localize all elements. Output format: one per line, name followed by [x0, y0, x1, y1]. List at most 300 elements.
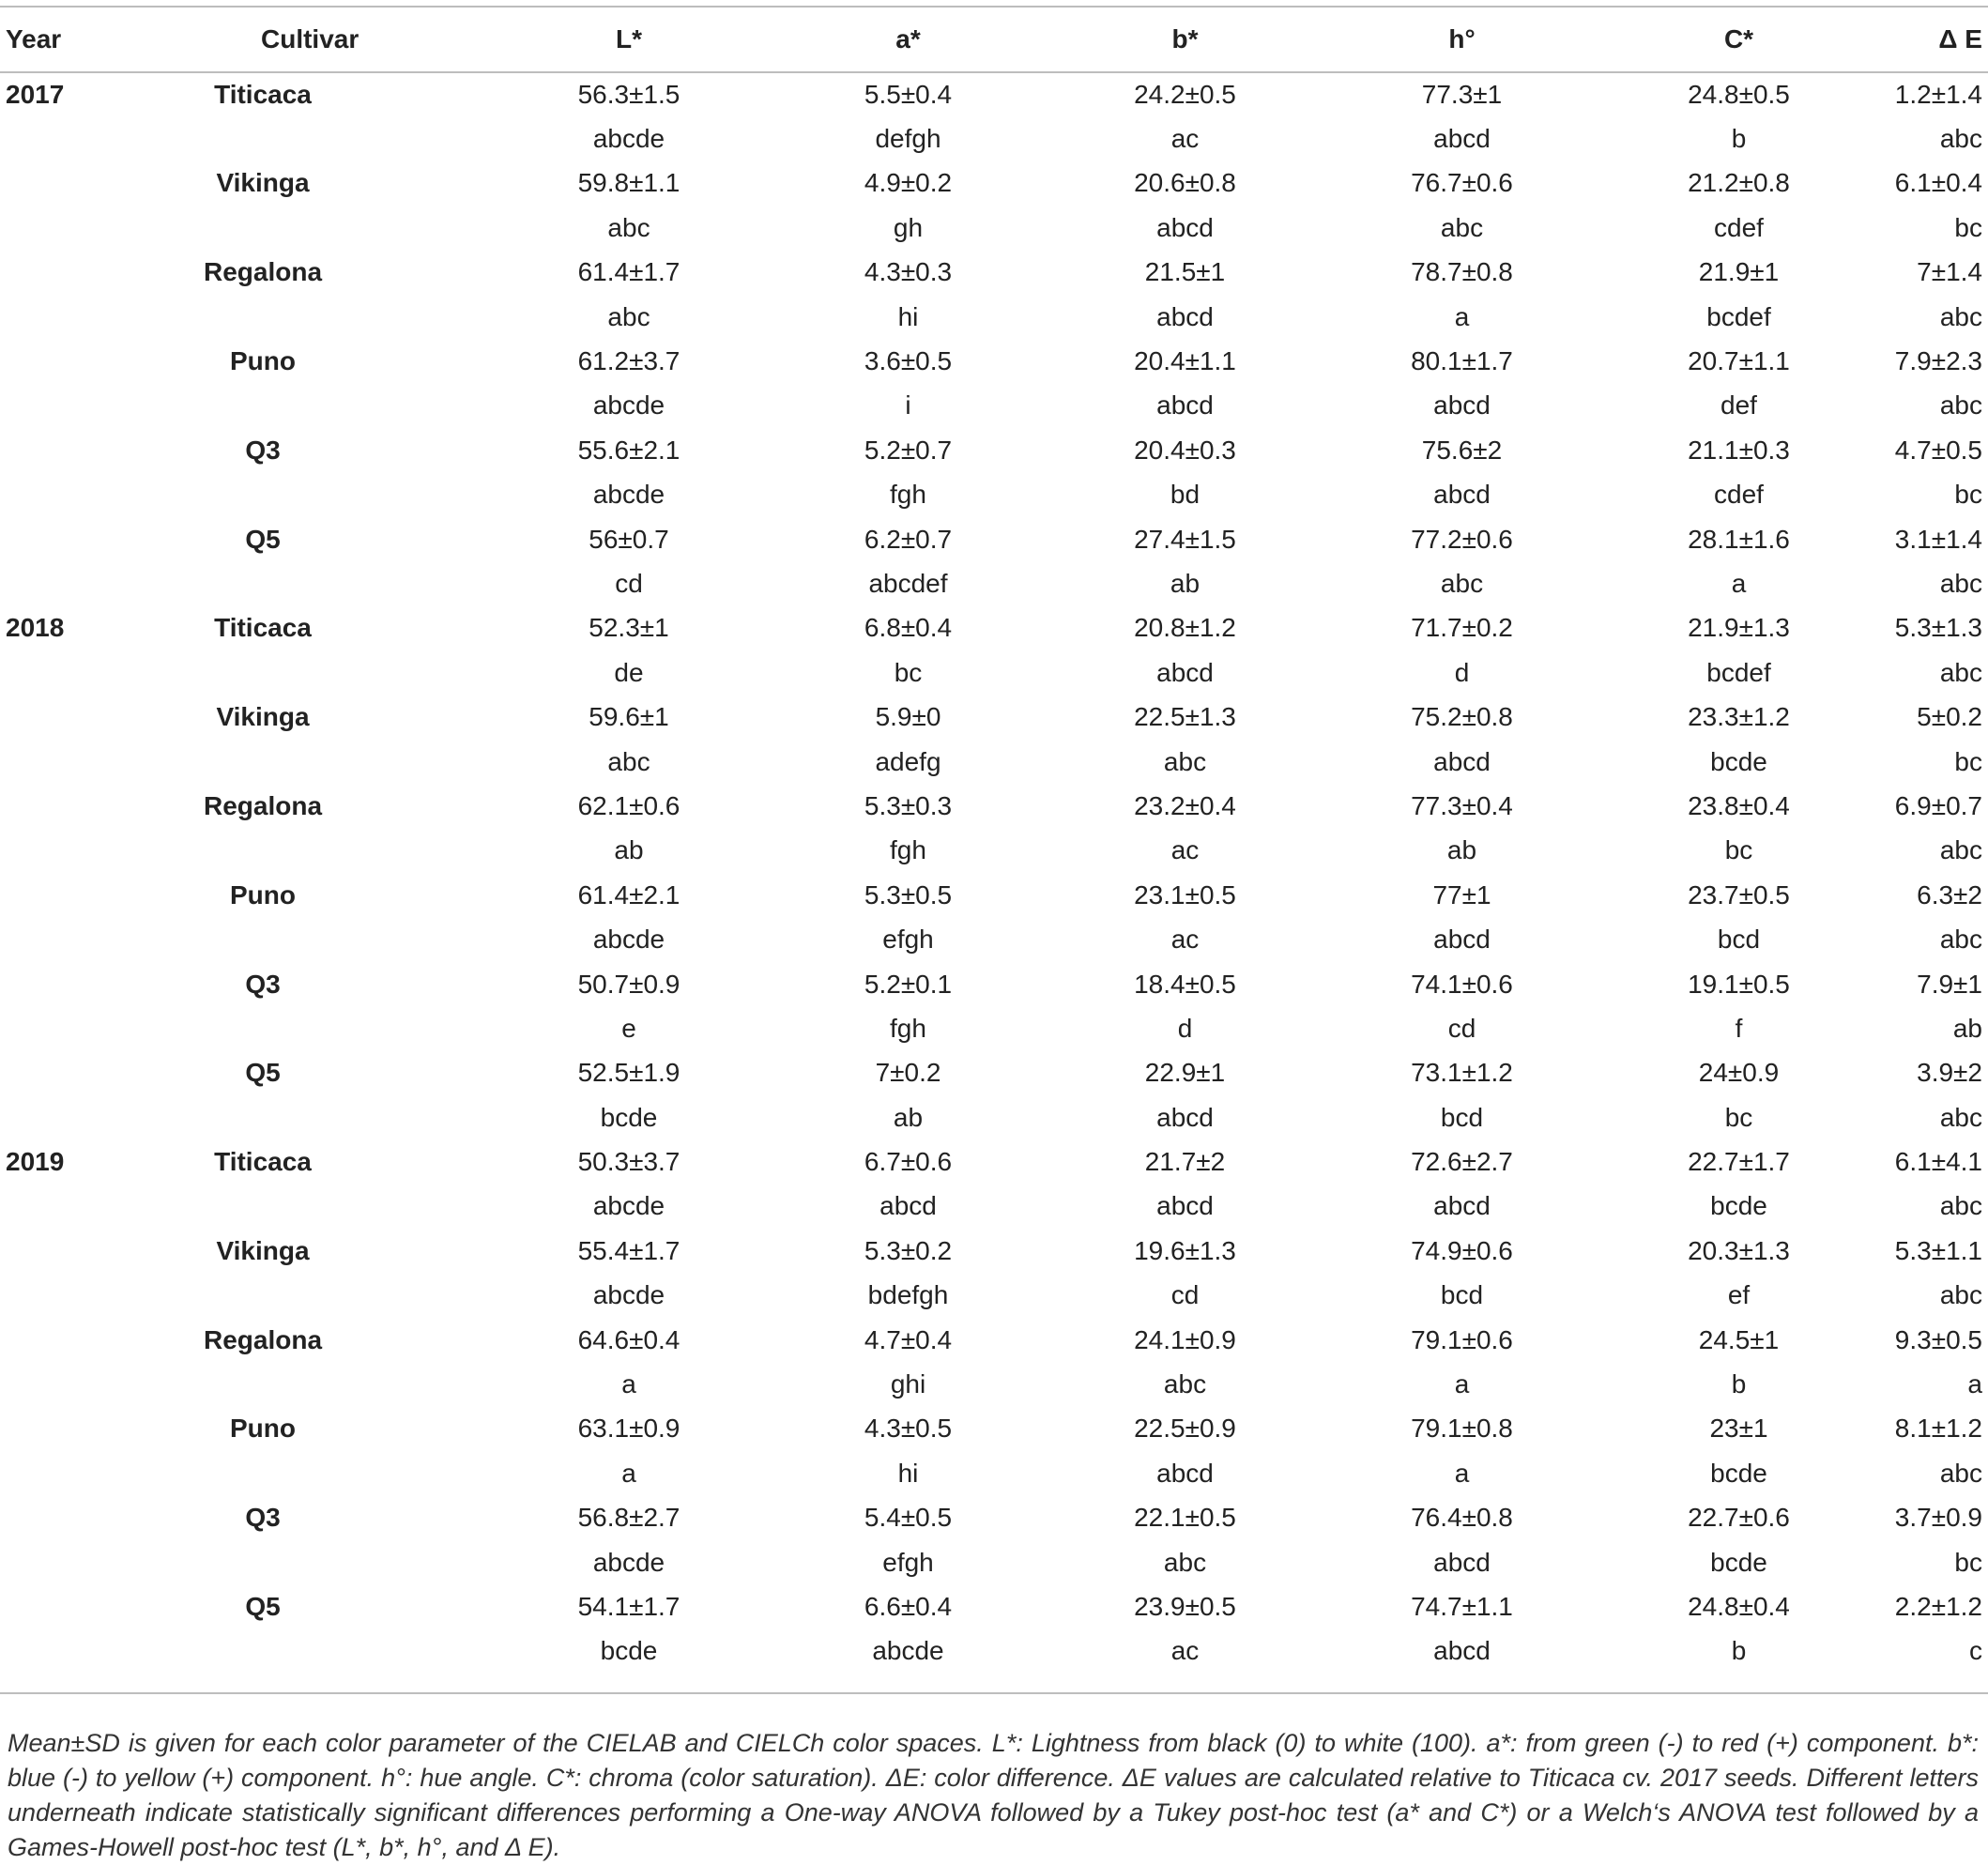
- year-cell: [0, 517, 122, 561]
- significance-letters-cell: bcde: [1710, 1458, 1767, 1488]
- value-cell: 23.3±1.2: [1688, 702, 1790, 732]
- table-row: [0, 1229, 1988, 1273]
- year-cell: [0, 339, 122, 383]
- value-cell: 77.2±0.6: [1411, 524, 1513, 554]
- value-cell: 21.9±1: [1698, 257, 1780, 287]
- significance-letters-cell: abc: [1163, 1547, 1207, 1577]
- year-cell: [0, 873, 122, 917]
- table-footnote: Mean±SD is given for each color parameter of the CIELAB and CIELCh color spaces. L*: Lightness from black (0) to white (100). a*: from green (-) to red (+) component. b*: blue (-) to yellow (+) component. h°: hue angle. C*: chroma (color saturation). ΔE: color difference. ΔE values are calculated relative to Titicaca cv. 2017 seeds. Different letters underneath indicate statistically significant differences performing a One-way ANOVA followed by a Tukey post-hoc test (a* and C*) or a Welch‘s ANOVA test followed by a Games-Howell post-hoc test (L*, b*, h°, and Δ E).: [8, 1729, 1979, 1861]
- value-cell: 7±1.4: [1917, 257, 1982, 287]
- significance-letters-cell: abcd: [1433, 480, 1491, 510]
- value-cell: 5.9±0: [875, 702, 941, 732]
- significance-letters-cell: abc: [1939, 835, 1982, 865]
- value-cell: 54.1±1.7: [577, 1591, 681, 1621]
- value-cell: 6.8±0.4: [864, 613, 953, 643]
- empty-cell: [0, 206, 122, 250]
- significance-letters-cell: abcd: [1433, 124, 1491, 154]
- header-cultivar: Cultivar: [122, 7, 488, 72]
- value-cell: 22.7±0.6: [1688, 1503, 1790, 1533]
- significance-letters-cell: bcd: [1440, 1280, 1484, 1310]
- value-cell: 19.6±1.3: [1134, 1235, 1236, 1265]
- header-delta-e: Δ E: [1877, 7, 1988, 72]
- value-cell: 4.7±0.4: [864, 1324, 953, 1354]
- table-row: [0, 251, 1988, 295]
- significance-letters-cell: e: [621, 1013, 636, 1043]
- cultivar-cell: Titicaca: [214, 1147, 312, 1177]
- significance-letters-cell: hi: [897, 1458, 919, 1488]
- significance-letters-cell: bc: [1954, 746, 1982, 776]
- value-cell: 9.3±0.5: [1894, 1324, 1982, 1354]
- value-cell: 77±1: [1432, 879, 1491, 910]
- cultivar-cell: Q3: [245, 969, 281, 999]
- value-cell: 6.2±0.7: [864, 524, 953, 554]
- significance-letters-cell: abcd: [1156, 1458, 1214, 1488]
- year-cell: [0, 251, 122, 295]
- significance-letters-cell: d: [1454, 657, 1470, 687]
- value-cell: 7.9±1: [1917, 969, 1982, 999]
- value-cell: 22.5±1.3: [1134, 702, 1236, 732]
- year-cell: [0, 1584, 122, 1628]
- empty-cell: [122, 206, 488, 250]
- value-cell: 3.6±0.5: [864, 346, 953, 376]
- significance-letters-cell: bcde: [600, 1636, 658, 1666]
- significance-letters-cell: gh: [893, 212, 924, 242]
- value-cell: 78.7±0.8: [1411, 257, 1513, 287]
- table-row: [0, 1139, 1988, 1184]
- value-cell: 24±0.9: [1698, 1058, 1780, 1088]
- value-cell: 52.3±1: [589, 613, 669, 643]
- cultivar-cell: Puno: [230, 879, 296, 910]
- empty-cell: [0, 917, 122, 961]
- significance-letters-cell: bc: [1724, 835, 1753, 865]
- header-a: a*: [770, 7, 1047, 72]
- value-cell: 24.8±0.4: [1688, 1591, 1790, 1621]
- value-cell: 23.8±0.4: [1688, 790, 1790, 820]
- significance-letters-cell: efgh: [882, 1547, 934, 1577]
- empty-cell: [122, 1185, 488, 1229]
- significance-letters-cell: abcde: [592, 1191, 665, 1221]
- table-row: [0, 1051, 1988, 1095]
- significance-letters-cell: b: [1731, 124, 1747, 154]
- value-cell: 50.7±0.9: [577, 969, 681, 999]
- value-cell: 6.1±4.1: [1894, 1147, 1982, 1177]
- header-h: h°: [1323, 7, 1600, 72]
- significance-letters-cell: abcd: [1156, 301, 1214, 331]
- value-cell: 5.4±0.5: [864, 1503, 953, 1533]
- year-cell: [0, 784, 122, 828]
- empty-cell: [0, 1629, 122, 1674]
- table-row: [0, 606, 1988, 650]
- value-cell: 7.9±2.3: [1894, 346, 1982, 376]
- significance-letters-cell: abc: [1939, 925, 1982, 955]
- value-cell: 5.2±0.1: [864, 969, 953, 999]
- table-row: [0, 784, 1988, 828]
- value-cell: 52.5±1.9: [577, 1058, 681, 1088]
- table-row-letters: [0, 917, 1988, 961]
- value-cell: 3.7±0.9: [1894, 1503, 1982, 1533]
- significance-letters-cell: cd: [1447, 1013, 1476, 1043]
- significance-letters-cell: abcd: [1156, 1102, 1214, 1132]
- value-cell: 23.9±0.5: [1134, 1591, 1236, 1621]
- cultivar-cell: Vikinga: [216, 702, 310, 732]
- value-cell: 24.1±0.9: [1134, 1324, 1236, 1354]
- empty-cell: [122, 740, 488, 784]
- significance-letters-cell: bcde: [1710, 1547, 1767, 1577]
- significance-letters-cell: abc: [1939, 1191, 1982, 1221]
- value-cell: 77.3±1: [1421, 80, 1503, 110]
- value-cell: 63.1±0.9: [577, 1414, 681, 1444]
- cultivar-cell: Puno: [230, 346, 296, 376]
- empty-cell: [122, 1095, 488, 1139]
- empty-cell: [0, 1274, 122, 1318]
- significance-letters-cell: abcde: [592, 925, 665, 955]
- significance-letters-cell: abcd: [879, 1191, 937, 1221]
- year-cell: [0, 1229, 122, 1273]
- empty-cell: [0, 1540, 122, 1584]
- value-cell: 5.3±0.2: [864, 1235, 953, 1265]
- year-cell: [0, 161, 122, 206]
- table-row-letters: [0, 206, 1988, 250]
- significance-letters-cell: abcde: [872, 1636, 944, 1666]
- value-cell: 72.6±2.7: [1411, 1147, 1513, 1177]
- table-row-letters: [0, 473, 1988, 517]
- significance-letters-cell: cd: [615, 568, 643, 598]
- significance-letters-cell: a: [1454, 1369, 1470, 1399]
- significance-letters-cell: bcde: [600, 1102, 658, 1132]
- significance-letters-cell: ac: [1170, 925, 1200, 955]
- value-cell: 6.1±0.4: [1894, 168, 1982, 198]
- value-cell: 75.2±0.8: [1411, 702, 1513, 732]
- table-row: [0, 339, 1988, 383]
- cultivar-cell: Vikinga: [216, 1235, 310, 1265]
- year-cell: [0, 428, 122, 472]
- header-l: L*: [488, 7, 770, 72]
- value-cell: 2.2±1.2: [1894, 1591, 1982, 1621]
- significance-letters-cell: ab: [1446, 835, 1477, 865]
- table-row-letters: [0, 1095, 1988, 1139]
- significance-letters-cell: bcd: [1717, 925, 1761, 955]
- significance-letters-cell: cd: [1170, 1280, 1200, 1310]
- empty-cell: [0, 473, 122, 517]
- value-cell: 5.5±0.4: [864, 80, 953, 110]
- table-row-letters: [0, 650, 1988, 695]
- cultivar-cell: Q3: [245, 1503, 281, 1533]
- significance-letters-cell: abcd: [1433, 746, 1491, 776]
- value-cell: 28.1±1.6: [1688, 524, 1790, 554]
- value-cell: 4.7±0.5: [1894, 435, 1982, 465]
- empty-cell: [122, 116, 488, 161]
- value-cell: 4.3±0.5: [864, 1414, 953, 1444]
- value-cell: 59.6±1: [589, 702, 669, 732]
- significance-letters-cell: fgh: [890, 480, 926, 510]
- value-cell: 76.7±0.6: [1411, 168, 1513, 198]
- value-cell: 23±1: [1709, 1414, 1768, 1444]
- color-parameters-table: [0, 6, 1988, 1674]
- empty-cell: [122, 1540, 488, 1584]
- significance-letters-cell: abc: [1939, 1458, 1982, 1488]
- value-cell: 5±0.2: [1917, 702, 1982, 732]
- value-cell: 6.9±0.7: [1894, 790, 1982, 820]
- significance-letters-cell: abc: [1939, 657, 1982, 687]
- value-cell: 24.5±1: [1698, 1324, 1780, 1354]
- value-cell: 23.1±0.5: [1134, 879, 1236, 910]
- empty-cell: [122, 561, 488, 605]
- year-cell: 2017: [6, 80, 65, 110]
- table-row: [0, 1496, 1988, 1540]
- table-row-letters: [0, 1185, 1988, 1229]
- significance-letters-cell: adefg: [875, 746, 941, 776]
- year-cell: [0, 1051, 122, 1095]
- value-cell: 5.3±1.3: [1894, 613, 1982, 643]
- significance-letters-cell: bcdef: [1706, 657, 1771, 687]
- significance-letters-cell: ab: [1170, 568, 1200, 598]
- value-cell: 56±0.7: [589, 524, 669, 554]
- significance-letters-cell: a: [1967, 1369, 1982, 1399]
- significance-letters-cell: abcde: [592, 124, 665, 154]
- year-cell: 2019: [6, 1147, 65, 1177]
- year-cell: [0, 962, 122, 1006]
- cultivar-cell: Q5: [245, 1591, 281, 1621]
- significance-letters-cell: abcd: [1433, 1636, 1491, 1666]
- significance-letters-cell: a: [1731, 568, 1747, 598]
- table-row-letters: [0, 1629, 1988, 1674]
- value-cell: 73.1±1.2: [1411, 1058, 1513, 1088]
- value-cell: 3.9±2: [1917, 1058, 1982, 1088]
- value-cell: 27.4±1.5: [1134, 524, 1236, 554]
- year-cell: [0, 695, 122, 739]
- value-cell: 24.8±0.5: [1688, 80, 1790, 110]
- significance-letters-cell: hi: [897, 301, 919, 331]
- empty-cell: [122, 384, 488, 428]
- significance-letters-cell: abcdef: [868, 568, 948, 598]
- value-cell: 6.6±0.4: [864, 1591, 953, 1621]
- significance-letters-cell: abc: [1939, 1102, 1982, 1132]
- empty-cell: [0, 1362, 122, 1406]
- empty-cell: [0, 1451, 122, 1495]
- significance-letters-cell: bcd: [1440, 1102, 1484, 1132]
- empty-cell: [122, 1006, 488, 1050]
- significance-letters-cell: abcd: [1433, 925, 1491, 955]
- value-cell: 21.5±1: [1144, 257, 1226, 287]
- value-cell: 3.1±1.4: [1894, 524, 1982, 554]
- significance-letters-cell: bcde: [1710, 1191, 1767, 1221]
- cultivar-cell: Regalona: [203, 790, 323, 820]
- significance-letters-cell: bcdef: [1706, 301, 1771, 331]
- empty-cell: [0, 561, 122, 605]
- empty-cell: [0, 829, 122, 873]
- empty-cell: [0, 384, 122, 428]
- table-row-letters: [0, 561, 1988, 605]
- significance-letters-cell: fgh: [890, 1013, 926, 1043]
- value-cell: 18.4±0.5: [1134, 969, 1236, 999]
- value-cell: 19.1±0.5: [1688, 969, 1790, 999]
- significance-letters-cell: ab: [614, 835, 644, 865]
- empty-cell: [122, 295, 488, 339]
- value-cell: 55.6±2.1: [577, 435, 681, 465]
- empty-cell: [122, 650, 488, 695]
- significance-letters-cell: f: [1735, 1013, 1743, 1043]
- significance-letters-cell: a: [621, 1369, 636, 1399]
- table-header-row: [0, 7, 1988, 72]
- cultivar-cell: Regalona: [203, 257, 323, 287]
- empty-cell: [0, 1006, 122, 1050]
- significance-letters-cell: i: [905, 390, 911, 420]
- empty-cell: [0, 295, 122, 339]
- table-row: [0, 517, 1988, 561]
- cultivar-cell: Titicaca: [214, 613, 312, 643]
- value-cell: 22.1±0.5: [1134, 1503, 1236, 1533]
- cultivar-cell: Q5: [245, 524, 281, 554]
- value-cell: 61.4±1.7: [577, 257, 681, 287]
- significance-letters-cell: a: [1454, 301, 1470, 331]
- significance-letters-cell: abc: [1939, 124, 1982, 154]
- significance-letters-cell: a: [1454, 1458, 1470, 1488]
- empty-cell: [0, 1185, 122, 1229]
- header-b: b*: [1047, 7, 1323, 72]
- value-cell: 1.2±1.4: [1894, 80, 1982, 110]
- value-cell: 20.4±0.3: [1134, 435, 1236, 465]
- significance-letters-cell: bcde: [1710, 746, 1767, 776]
- significance-letters-cell: ghi: [890, 1369, 926, 1399]
- value-cell: 22.7±1.7: [1688, 1147, 1790, 1177]
- table-row: [0, 1407, 1988, 1451]
- value-cell: 20.6±0.8: [1134, 168, 1236, 198]
- cultivar-cell: Titicaca: [214, 80, 312, 110]
- value-cell: 5.3±0.3: [864, 790, 953, 820]
- empty-cell: [122, 1629, 488, 1674]
- value-cell: 4.9±0.2: [864, 168, 953, 198]
- table-row-letters: [0, 829, 1988, 873]
- significance-letters-cell: abc: [607, 746, 650, 776]
- significance-letters-cell: fgh: [890, 835, 926, 865]
- value-cell: 79.1±0.6: [1411, 1324, 1513, 1354]
- value-cell: 4.3±0.3: [864, 257, 953, 287]
- value-cell: 59.8±1.1: [577, 168, 681, 198]
- significance-letters-cell: abc: [1939, 301, 1982, 331]
- value-cell: 79.1±0.8: [1411, 1414, 1513, 1444]
- value-cell: 74.9±0.6: [1411, 1235, 1513, 1265]
- significance-letters-cell: defgh: [875, 124, 941, 154]
- significance-letters-cell: abc: [1939, 390, 1982, 420]
- value-cell: 64.6±0.4: [577, 1324, 681, 1354]
- table-body: [0, 72, 1988, 1674]
- table-row-letters: [0, 1362, 1988, 1406]
- significance-letters-cell: d: [1177, 1013, 1193, 1043]
- cultivar-cell: Q3: [245, 435, 281, 465]
- significance-letters-cell: ef: [1727, 1280, 1751, 1310]
- empty-cell: [0, 1095, 122, 1139]
- value-cell: 75.6±2: [1421, 435, 1503, 465]
- significance-letters-cell: ab: [1952, 1013, 1982, 1043]
- significance-letters-cell: abc: [1163, 746, 1207, 776]
- significance-letters-cell: c: [1969, 1636, 1982, 1666]
- cultivar-cell: Regalona: [203, 1324, 323, 1354]
- value-cell: 21.7±2: [1144, 1147, 1226, 1177]
- significance-letters-cell: efgh: [882, 925, 934, 955]
- empty-cell: [122, 473, 488, 517]
- significance-letters-cell: abcde: [592, 1547, 665, 1577]
- empty-cell: [122, 917, 488, 961]
- value-cell: 61.2±3.7: [577, 346, 681, 376]
- value-cell: 20.3±1.3: [1688, 1235, 1790, 1265]
- significance-letters-cell: abcd: [1433, 1191, 1491, 1221]
- year-cell: [0, 1318, 122, 1362]
- significance-letters-cell: b: [1731, 1369, 1747, 1399]
- significance-letters-cell: de: [614, 657, 644, 687]
- table-row-letters: [0, 295, 1988, 339]
- table-row: [0, 695, 1988, 739]
- value-cell: 77.3±0.4: [1411, 790, 1513, 820]
- cultivar-cell: Q5: [245, 1058, 281, 1088]
- significance-letters-cell: bc: [1954, 212, 1982, 242]
- table-row: [0, 1584, 1988, 1628]
- significance-letters-cell: bc: [1954, 1547, 1982, 1577]
- value-cell: 74.7±1.1: [1411, 1591, 1513, 1621]
- table-row-letters: [0, 1006, 1988, 1050]
- value-cell: 76.4±0.8: [1411, 1503, 1513, 1533]
- header-c: C*: [1600, 7, 1877, 72]
- empty-cell: [0, 116, 122, 161]
- significance-letters-cell: ac: [1170, 124, 1200, 154]
- value-cell: 5.3±1.1: [1894, 1235, 1982, 1265]
- value-cell: 74.1±0.6: [1411, 969, 1513, 999]
- year-cell: 2018: [6, 613, 65, 643]
- value-cell: 56.8±2.7: [577, 1503, 681, 1533]
- table-row: [0, 161, 1988, 206]
- significance-letters-cell: abcde: [592, 1280, 665, 1310]
- table-row-letters: [0, 1451, 1988, 1495]
- significance-letters-cell: abc: [1163, 1369, 1207, 1399]
- significance-letters-cell: abcd: [1156, 212, 1214, 242]
- significance-letters-cell: abc: [607, 212, 650, 242]
- empty-cell: [122, 1362, 488, 1406]
- empty-cell: [0, 650, 122, 695]
- significance-letters-cell: abc: [1440, 568, 1484, 598]
- significance-letters-cell: abc: [1440, 212, 1484, 242]
- value-cell: 24.2±0.5: [1134, 80, 1236, 110]
- significance-letters-cell: bc: [1724, 1102, 1753, 1132]
- table-row: [0, 873, 1988, 917]
- table-row: [0, 1318, 1988, 1362]
- cultivar-cell: Vikinga: [216, 168, 310, 198]
- year-cell: [0, 1496, 122, 1540]
- significance-letters-cell: abcde: [592, 480, 665, 510]
- significance-letters-cell: bc: [1954, 480, 1982, 510]
- value-cell: 23.7±0.5: [1688, 879, 1790, 910]
- value-cell: 22.9±1: [1144, 1058, 1226, 1088]
- table-row-letters: [0, 1540, 1988, 1584]
- significance-letters-cell: bc: [894, 657, 923, 687]
- table-row-letters: [0, 1274, 1988, 1318]
- empty-cell: [122, 1451, 488, 1495]
- significance-letters-cell: abc: [607, 301, 650, 331]
- empty-cell: [122, 829, 488, 873]
- significance-letters-cell: b: [1731, 1636, 1747, 1666]
- value-cell: 6.7±0.6: [864, 1147, 953, 1177]
- value-cell: 71.7±0.2: [1411, 613, 1513, 643]
- value-cell: 8.1±1.2: [1894, 1414, 1982, 1444]
- value-cell: 5.3±0.5: [864, 879, 953, 910]
- table-bottom-rule: [0, 1692, 1988, 1694]
- value-cell: 21.2±0.8: [1688, 168, 1790, 198]
- significance-letters-cell: bd: [1170, 480, 1200, 510]
- value-cell: 56.3±1.5: [577, 80, 681, 110]
- table-row: [0, 428, 1988, 472]
- value-cell: 6.3±2: [1917, 879, 1982, 910]
- significance-letters-cell: abcde: [592, 390, 665, 420]
- value-cell: 21.1±0.3: [1688, 435, 1790, 465]
- header-year: Year: [0, 7, 122, 72]
